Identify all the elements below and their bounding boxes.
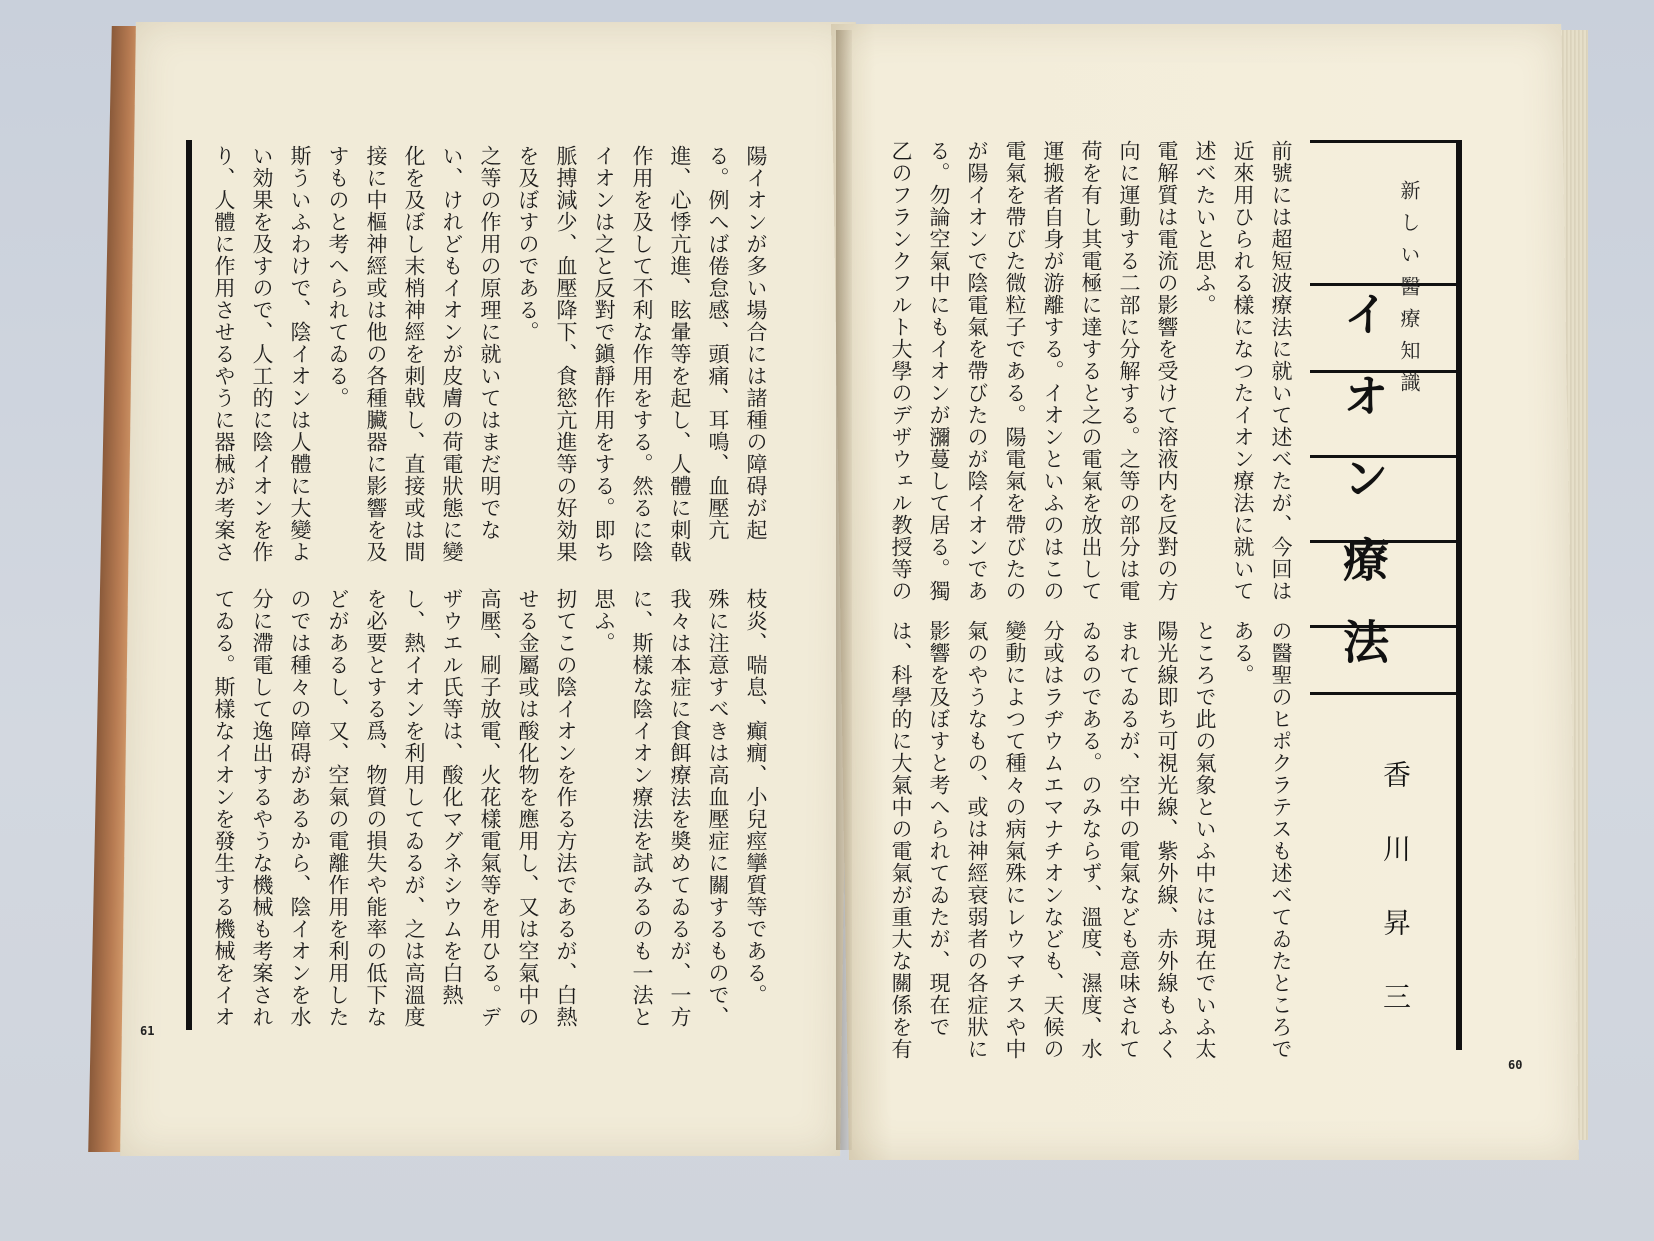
left-page-lower-text: 枝炎、喘息、癲癇、小兒痙攣質等である。 殊に注意すべきは高血壓症に關するもので、我々は本症に食餌療法を奬めてゐるが、一方に、斯樣な陰イオン療法を試みるのも一法と思ふ。 扨てこの陰イオンを作る方法であるが、白熱せる金屬或は酸化物を應用し、又は空氣中の高壓、刷子放電、火花樣電氣等を用ひる。デザウエル氏等は、酸化マグネシウムを白熱し、熱イオンを利用してゐるが、之は高溫度を必要とする爲、物質の損失や能率の低下などがあるし、又、空氣の電離作用を利用したのでは種々の障碍があるから、陰イオンを水分に滯電して逸出するやうな機械も考案されてゐる。斯樣なイオンを發生する機械をイオ: [212, 588, 768, 1028]
right-page-upper-text: 前號には超短波療法に就いて述べたが、今回は近來用ひられる樣になつたイオン療法に就いて述べたいと思ふ。 電解質は電流の影響を受けて溶液内を反對の方向に運動する二部に分解する。之等の部分は電荷を有し其電極に達すると之の電氣を放出して運搬者自身が游離する。イオンといふのはこの電氣を帶びた微粒子である。陽電氣を帶びたのが陽イオンで陰電氣を帶びたのが陰イオンである。勿論空氣中にもイオンが瀰蔓して居る。獨乙のフランクフルト大學のデザウェル教授等の: [889, 140, 1293, 602]
left-page-upper-text: 陽イオンが多い場合には諸種の障碍が起る。例へば倦怠感、頭痛、耳鳴、血壓亢進、心悸亢進、眩暈等を起し、人體に刺戟作用を及して不利な作用をする。然るに陰イオンは之と反對で鎭靜作用をする。即ち脈搏減少、血壓降下、食慾亢進等の好効果を及ぼすのである。 之等の作用の原理に就いてはまだ明でない、けれどもイオンが皮膚の荷電狀態に變化を及ぼし末梢神經を刺戟し、直接或は間接に中樞神經或は他の各種臟器に影響を及すものと考へられてゐる。 斯ういふわけで、陰イオンは人體に大變よい効果を及すので、人工的に陰イオンを作り、人體に作用させるやうに器械が考案さ: [212, 145, 768, 563]
title-rule: [1310, 283, 1460, 286]
left-page-number: 61: [140, 1024, 155, 1038]
title-rule: [1310, 140, 1460, 143]
book-gutter: [836, 30, 852, 1150]
series-heading: 新しい醫療知識: [1397, 180, 1421, 404]
article-title: イオン療法: [1336, 290, 1390, 700]
right-page-lower-text: の醫聖のヒポクラテスも述べてゐたところである。 ところで此の氣象といふ中には現在でいふ太陽光線即ち可視光線、紫外線、赤外線もふくまれてゐるが、空中の電氣なども意味されてゐるのである。のみならず、溫度、濕度、水分或はラヂウムエマナチオンなども、天候の變動によつて種々の病氣殊にレウマチスや中氣のやうなもの、或は神經衰弱者の各症狀に影響を及ぼすと考へられてゐたが、現在では、科學的に大氣中の電氣が重大な關係を有: [889, 620, 1293, 1060]
author-name: 香川昇三: [1379, 760, 1412, 1056]
left-page-frame-rule: [186, 140, 192, 1030]
right-page-number: 60: [1508, 1058, 1523, 1072]
